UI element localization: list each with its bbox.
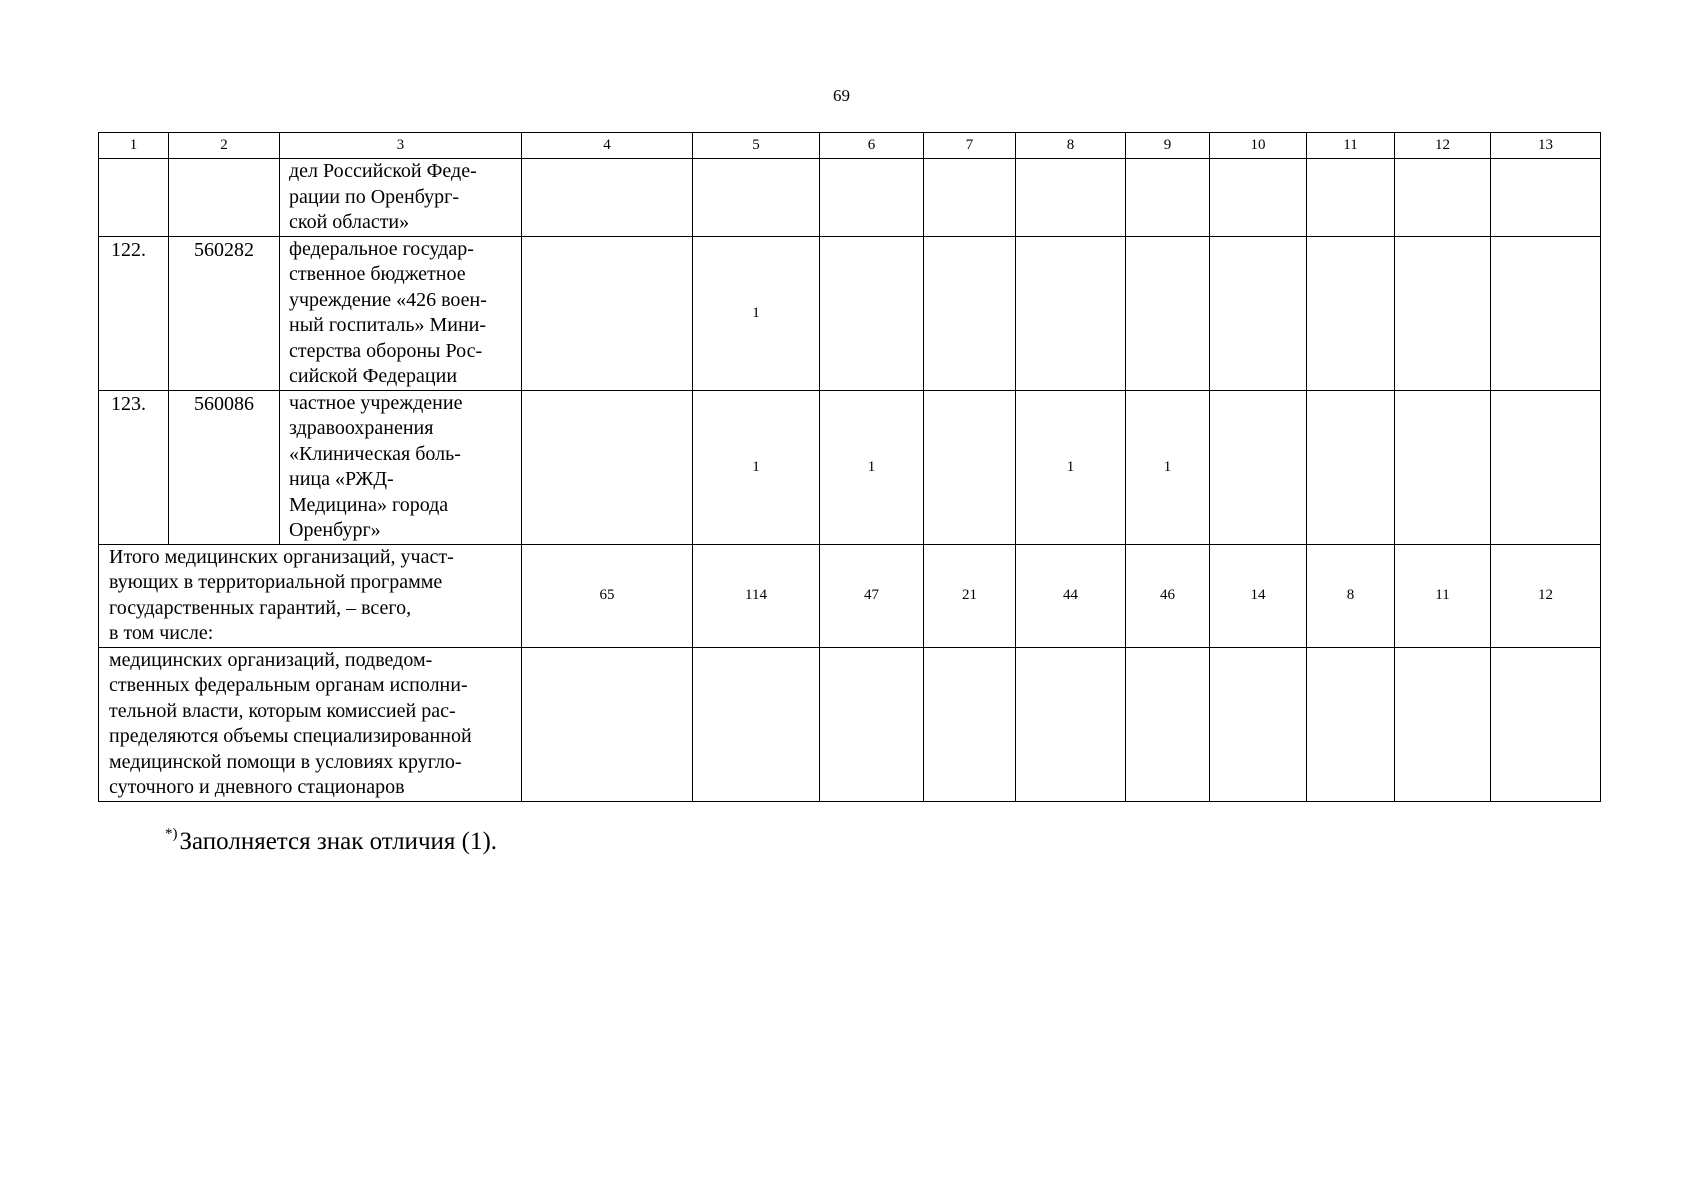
- column-header: 13: [1491, 133, 1601, 159]
- name-line: Медицина» города: [289, 493, 449, 516]
- subtotal-label-line: медицинской помощи в условиях кругло-: [109, 750, 462, 773]
- value-cell: 1: [693, 236, 820, 390]
- column-header: 2: [169, 133, 280, 159]
- total-value: 14: [1210, 544, 1307, 647]
- value-cell: [1491, 390, 1601, 544]
- value-cell: [1395, 236, 1491, 390]
- table-row: [99, 159, 1601, 237]
- total-value: 47: [820, 544, 924, 647]
- value-cell: [1016, 236, 1126, 390]
- value-cell: [924, 390, 1016, 544]
- row-code: 560282: [169, 236, 280, 390]
- name-line: учреждение «426 воен-: [289, 288, 487, 311]
- value-cell: [1016, 159, 1126, 237]
- total-value: 8: [1307, 544, 1395, 647]
- footnote-marker: *): [165, 826, 178, 842]
- value-cell: [1210, 159, 1307, 237]
- subtotal-label-line: тельной власти, которым комиссией рас-: [109, 699, 456, 722]
- name-line: ской области»: [289, 211, 410, 233]
- value-cell: [1491, 159, 1601, 237]
- total-value: 12: [1491, 544, 1601, 647]
- name-line: рации по Оренбург-: [289, 185, 459, 208]
- column-header: 6: [820, 133, 924, 159]
- value-cell: [522, 159, 693, 237]
- row-index: 122.: [99, 236, 169, 390]
- total-value: 65: [522, 544, 693, 647]
- name-line: федеральное государ-: [289, 237, 474, 260]
- total-value: 44: [1016, 544, 1126, 647]
- value-cell: [1210, 236, 1307, 390]
- row-code: 560086: [169, 390, 280, 544]
- subtotal-label-line: пределяются объемы специализированной: [109, 725, 472, 747]
- subtotal-label-line: медицинских организаций, подведом-: [109, 648, 433, 671]
- organization-name: [280, 236, 522, 390]
- medical-organizations-table: [98, 132, 1601, 802]
- organization-name: [280, 159, 522, 237]
- value-cell: [1307, 390, 1395, 544]
- value-cell: [820, 159, 924, 237]
- column-header: 1: [99, 133, 169, 159]
- total-label: [99, 544, 522, 647]
- name-line: стерства обороны Рос-: [289, 339, 483, 362]
- value-cell: [1395, 159, 1491, 237]
- page-number: 69: [833, 86, 850, 105]
- subtotal-label-line: ственных федеральным органам исполни-: [109, 674, 468, 696]
- value-cell: [1307, 159, 1395, 237]
- value-cell: [1210, 390, 1307, 544]
- value-cell: [1395, 390, 1491, 544]
- subtotal-label-line: суточного и дневного стационаров: [109, 776, 405, 798]
- name-line: ный госпиталь» Мини-: [289, 314, 487, 336]
- subtotal-label: [99, 647, 522, 801]
- subtotal-value: [1126, 647, 1210, 801]
- value-cell: 1: [1126, 390, 1210, 544]
- subtotal-value: [693, 647, 820, 801]
- value-cell: [522, 236, 693, 390]
- table-row: [99, 236, 1601, 390]
- subtotal-value: [1307, 647, 1395, 801]
- footnote-text: Заполняется знак отличия (1).: [179, 828, 498, 855]
- subtotal-value: [924, 647, 1016, 801]
- column-header: 12: [1395, 133, 1491, 159]
- subtotal-value: [1016, 647, 1126, 801]
- total-value: 11: [1395, 544, 1491, 647]
- total-label-line: государственных гарантий, – всего,: [109, 596, 412, 619]
- value-cell: [1126, 159, 1210, 237]
- column-header: 3: [280, 133, 522, 159]
- value-cell: 1: [1016, 390, 1126, 544]
- name-line: частное учреждение: [289, 391, 463, 414]
- column-header: 8: [1016, 133, 1126, 159]
- subtotal-row: [99, 647, 1601, 801]
- subtotal-value: [1395, 647, 1491, 801]
- total-label-line: вующих в территориальной программе: [109, 571, 443, 593]
- name-line: здравоохранения: [289, 417, 434, 439]
- subtotal-value: [1210, 647, 1307, 801]
- row-code: [169, 159, 280, 237]
- column-header: 4: [522, 133, 693, 159]
- footnote: [165, 826, 497, 856]
- total-value: 46: [1126, 544, 1210, 647]
- value-cell: [1126, 236, 1210, 390]
- subtotal-value: [1491, 647, 1601, 801]
- total-label-line: Итого медицинских организаций, участ-: [109, 545, 454, 568]
- total-label-line: в том числе:: [109, 622, 214, 644]
- column-header: 5: [693, 133, 820, 159]
- name-line: Оренбург»: [289, 519, 381, 541]
- row-index: 123.: [99, 390, 169, 544]
- row-index: [99, 159, 169, 237]
- value-cell: [924, 159, 1016, 237]
- value-cell: [820, 236, 924, 390]
- organization-name: [280, 390, 522, 544]
- column-header: 11: [1307, 133, 1395, 159]
- column-number-row: [99, 133, 1601, 159]
- column-header: 9: [1126, 133, 1210, 159]
- subtotal-value: [820, 647, 924, 801]
- column-header: 7: [924, 133, 1016, 159]
- value-cell: [1491, 236, 1601, 390]
- table-row: [99, 390, 1601, 544]
- total-value: 21: [924, 544, 1016, 647]
- subtotal-value: [522, 647, 693, 801]
- total-value: 114: [693, 544, 820, 647]
- name-line: сийской Федерации: [289, 365, 458, 387]
- total-row: [99, 544, 1601, 647]
- name-line: ница «РЖД-: [289, 468, 394, 490]
- column-header: 10: [1210, 133, 1307, 159]
- value-cell: 1: [693, 390, 820, 544]
- value-cell: 1: [820, 390, 924, 544]
- value-cell: [924, 236, 1016, 390]
- value-cell: [522, 390, 693, 544]
- value-cell: [693, 159, 820, 237]
- value-cell: [1307, 236, 1395, 390]
- name-line: ственное бюджетное: [289, 263, 466, 285]
- name-line: дел Российской Феде-: [289, 160, 477, 182]
- name-line: «Клиническая боль-: [289, 442, 461, 465]
